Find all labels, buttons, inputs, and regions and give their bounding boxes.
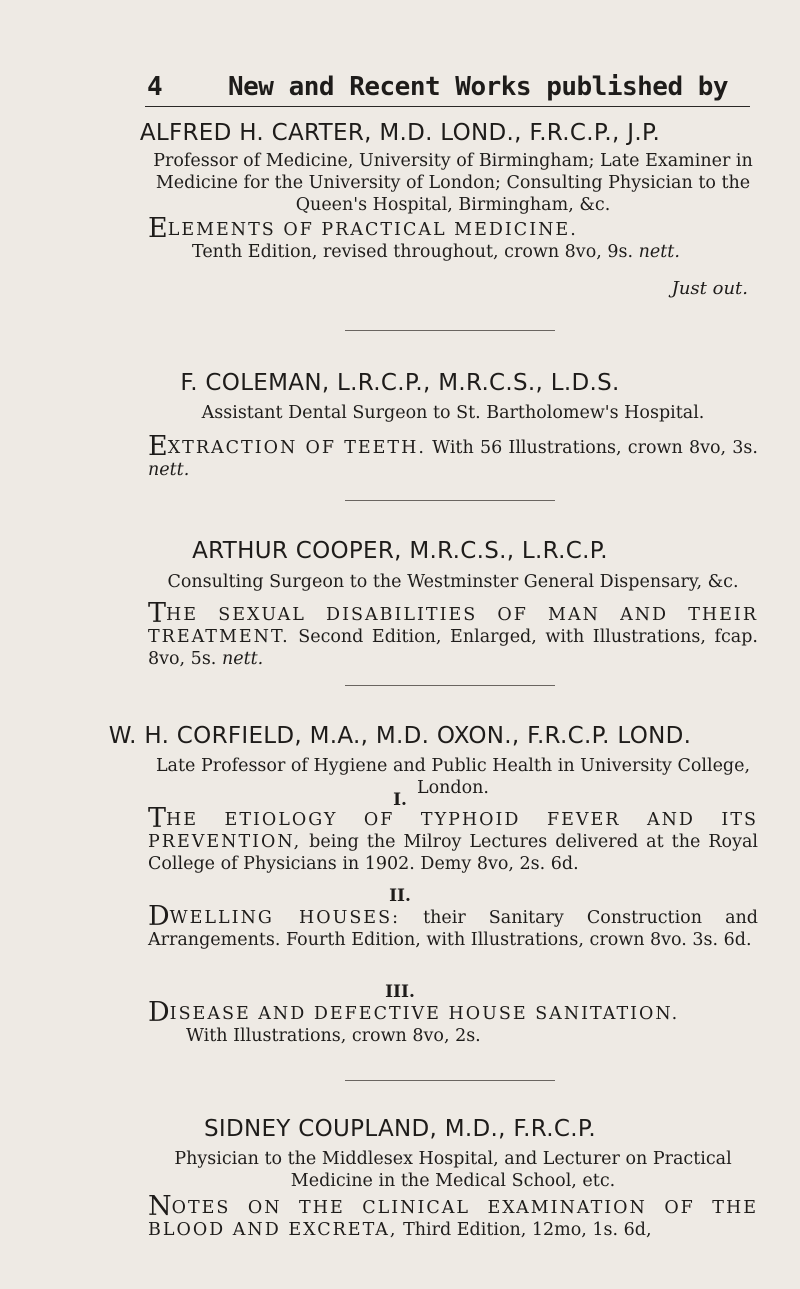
book-entry bbox=[148, 901, 758, 951]
book-details: With 56 Illustrations, crown 8vo, 3s. bbox=[432, 438, 758, 458]
work-numeral: I. bbox=[393, 790, 407, 810]
author-description: Consulting Surgeon to the Westminster General Dispensary, &c. bbox=[167, 572, 739, 592]
page-header bbox=[145, 72, 750, 107]
page-number: 4 bbox=[147, 72, 163, 102]
author-description: Professor of Medicine, University of Birmingham; Late Examiner in Medicine for the University of London; Consulting Physician to the Queen's Hospital, Birmingham, &c. bbox=[153, 151, 753, 215]
drop-initial: N bbox=[148, 1191, 172, 1222]
book-details: With Illustrations, crown 8vo, 2s. bbox=[186, 1026, 481, 1046]
book-details: Second Edition, Enlarged, with Illustrations, fcap. 8vo, 5s. bbox=[148, 627, 758, 669]
book-title: HE SEXUAL DISABILITIES OF MAN AND THEIR TREATMENT. bbox=[148, 605, 758, 647]
book-title: LEMENTS OF PRACTICAL MEDICINE. bbox=[167, 220, 578, 240]
author-heading: ALFRED H. CARTER, M.D. LOND., F.R.C.P., J.P. bbox=[139, 120, 661, 146]
author-heading: ARTHUR COOPER, M.R.C.S., L.R.C.P. bbox=[192, 538, 608, 564]
book-title: XTRACTION OF TEETH. bbox=[167, 438, 426, 458]
section-divider bbox=[345, 500, 555, 501]
drop-initial: T bbox=[148, 803, 167, 834]
drop-initial: D bbox=[148, 997, 170, 1028]
nett-label: nett. bbox=[148, 460, 190, 480]
drop-initial: E bbox=[148, 431, 168, 462]
book-title: ISEASE AND DEFECTIVE HOUSE SANITATION. bbox=[169, 1004, 680, 1024]
nett-label: nett. bbox=[638, 242, 680, 262]
author-heading: SIDNEY COUPLAND, M.D., F.R.C.P. bbox=[203, 1116, 597, 1142]
book-details: Tenth Edition, revised throughout, crown 8vo, 9s. bbox=[192, 242, 634, 262]
author-description: Late Professor of Hygiene and Public Health in University College, London. bbox=[155, 756, 751, 798]
book-entry bbox=[148, 431, 758, 481]
book-entry bbox=[148, 803, 758, 875]
book-title: OTES ON THE CLINICAL EXAMINATION OF THE BLOOD AND EXCRETA, bbox=[148, 1198, 758, 1240]
book-entry bbox=[148, 997, 758, 1047]
book-entry bbox=[148, 1191, 758, 1241]
section-divider bbox=[345, 330, 555, 331]
book-title: HE ETIOLOGY OF TYPHOID FEVER AND ITS PREVENTION, bbox=[148, 810, 758, 852]
drop-initial: D bbox=[148, 901, 170, 932]
section-divider bbox=[345, 1080, 555, 1081]
nett-label: nett. bbox=[221, 649, 264, 669]
drop-initial: T bbox=[148, 598, 167, 629]
author-heading: W. H. CORFIELD, M.A., M.D. OXON., F.R.C.P. LOND. bbox=[108, 723, 692, 749]
book-details: Third Edition, 12mo, 1s. 6d, bbox=[403, 1220, 652, 1240]
author-description: Physician to the Middlesex Hospital, and Lecturer on Practical Medicine in the Medical School, etc. bbox=[174, 1149, 732, 1191]
work-numeral: II. bbox=[389, 886, 411, 906]
drop-initial: E bbox=[148, 213, 168, 244]
book-title: WELLING HOUSES: bbox=[169, 908, 400, 928]
book-details: their Sanitary Construction and Arrangements. Fourth Edition, with Illustrations, crown 8vo. 3s. 6d. bbox=[148, 908, 758, 950]
just-out-note: Just out. bbox=[671, 278, 748, 299]
work-numeral: III. bbox=[385, 982, 415, 1002]
book-entry bbox=[148, 213, 758, 263]
book-entry bbox=[148, 598, 758, 670]
author-description: Assistant Dental Surgeon to St. Bartholomew's Hospital. bbox=[201, 403, 705, 423]
running-head: New and Recent Works published by bbox=[228, 72, 729, 102]
section-divider bbox=[345, 685, 555, 686]
author-heading: F. COLEMAN, L.R.C.P., M.R.C.S., L.D.S. bbox=[180, 370, 620, 396]
book-details: being the Milroy Lectures delivered at the Royal College of Physicians in 1902. Demy 8vo, 2s. 6d. bbox=[148, 832, 758, 874]
